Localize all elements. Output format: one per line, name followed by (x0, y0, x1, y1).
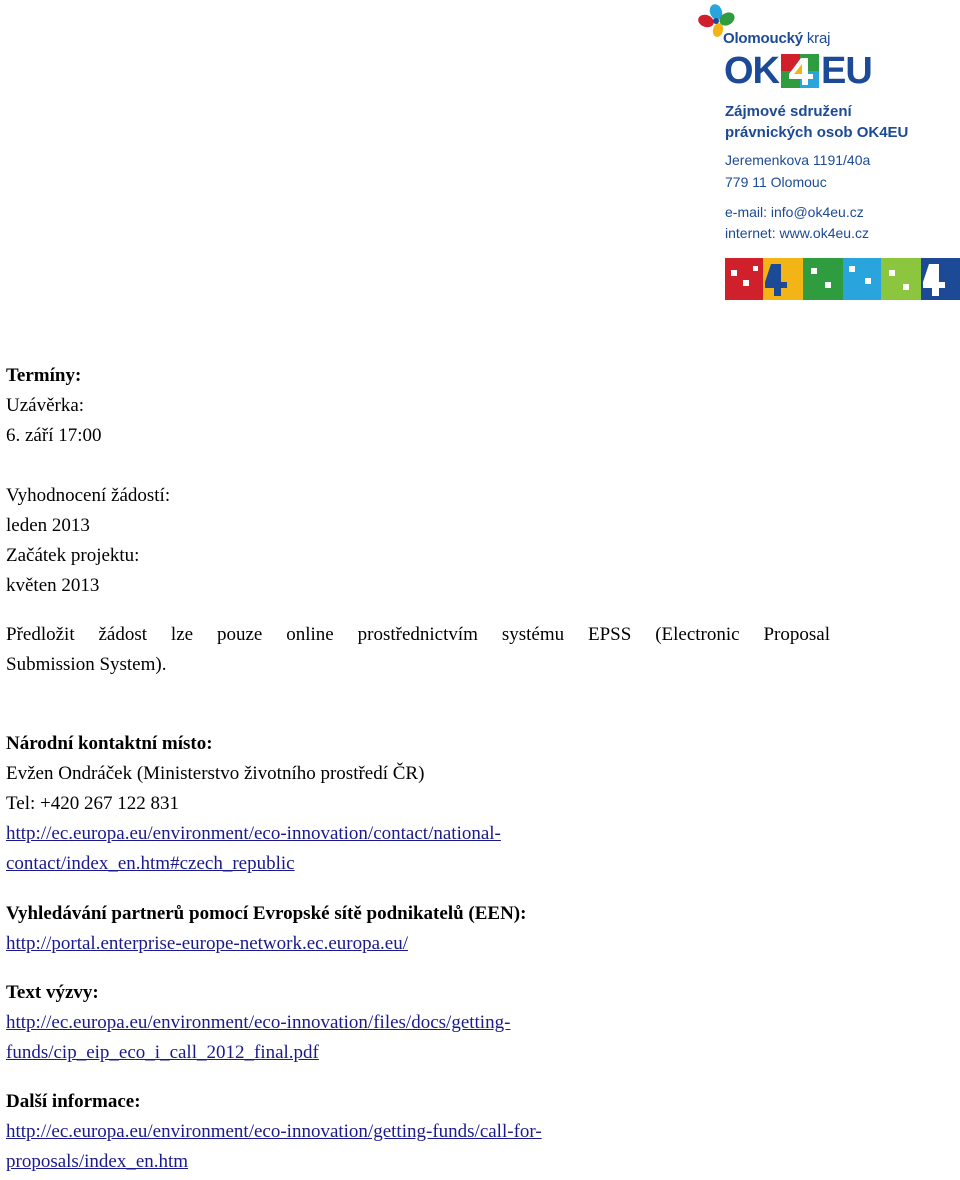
four-badge-icon (781, 54, 819, 88)
call-text-link-line1[interactable]: http://ec.europa.eu/environment/eco-innovation/files/docs/getting- (6, 1012, 511, 1033)
submission-text-line1: Předložit žádost lze pouze online prostřednictvím systému EPSS (Electronic Proposal (6, 624, 830, 645)
address-street: Jeremenkova 1191/40a (725, 152, 871, 168)
partner-search-heading: Vyhledávání partnerů pomocí Evropské sítě podnikatelů (EEN): (6, 903, 527, 924)
brand-text-right: EU (821, 50, 872, 92)
region-name: Olomoucký kraj (723, 30, 831, 47)
submission-text-line2: Submission System). (6, 654, 167, 675)
national-contact-phone: Tel: +420 267 122 831 (6, 793, 179, 814)
national-contact-person: Evžen Ondráček (Ministerstvo životního prostředí ČR) (6, 763, 425, 784)
evaluation-value: leden 2013 (6, 515, 90, 536)
partner-search-link[interactable]: http://portal.enterprise-europe-network.ec.europa.eu/ (6, 933, 408, 954)
more-info-link-line2[interactable]: proposals/index_en.htm (6, 1151, 189, 1172)
decorative-banner-image (725, 258, 960, 300)
national-contact-heading: Národní kontaktní místo: (6, 733, 213, 754)
brand-text-left: OK (724, 50, 779, 92)
national-contact-link-line1[interactable]: http://ec.europa.eu/environment/eco-innovation/contact/national- (6, 823, 501, 844)
national-contact-link-line2[interactable]: contact/index_en.htm#czech_republic (6, 853, 295, 874)
organization-name: Zájmové sdružení právnických osob OK4EU (725, 103, 909, 141)
ok4eu-brand-logo (724, 52, 872, 90)
deadline-label: Uzávěrka: (6, 395, 85, 416)
address-city: 779 11 Olomouc (725, 174, 827, 190)
letterhead (696, 4, 960, 300)
more-info-heading: Další informace: (6, 1091, 141, 1112)
contact-website: internet: www.ok4eu.cz (725, 225, 869, 241)
project-start-value: květen 2013 (6, 575, 100, 596)
more-info-link-line1[interactable]: http://ec.europa.eu/environment/eco-innovation/getting-funds/call-for- (6, 1121, 542, 1142)
call-text-heading: Text výzvy: (6, 982, 99, 1003)
evaluation-label: Vyhodnocení žádostí: (6, 485, 171, 506)
terms-heading: Termíny: (6, 365, 82, 386)
contact-email: e-mail: info@ok4eu.cz (725, 204, 864, 220)
deadline-value: 6. září 17:00 (6, 425, 102, 446)
call-text-link-line2[interactable]: funds/cip_eip_eco_i_call_2012_final.pdf (6, 1042, 319, 1063)
project-start-label: Začátek projektu: (6, 545, 140, 566)
